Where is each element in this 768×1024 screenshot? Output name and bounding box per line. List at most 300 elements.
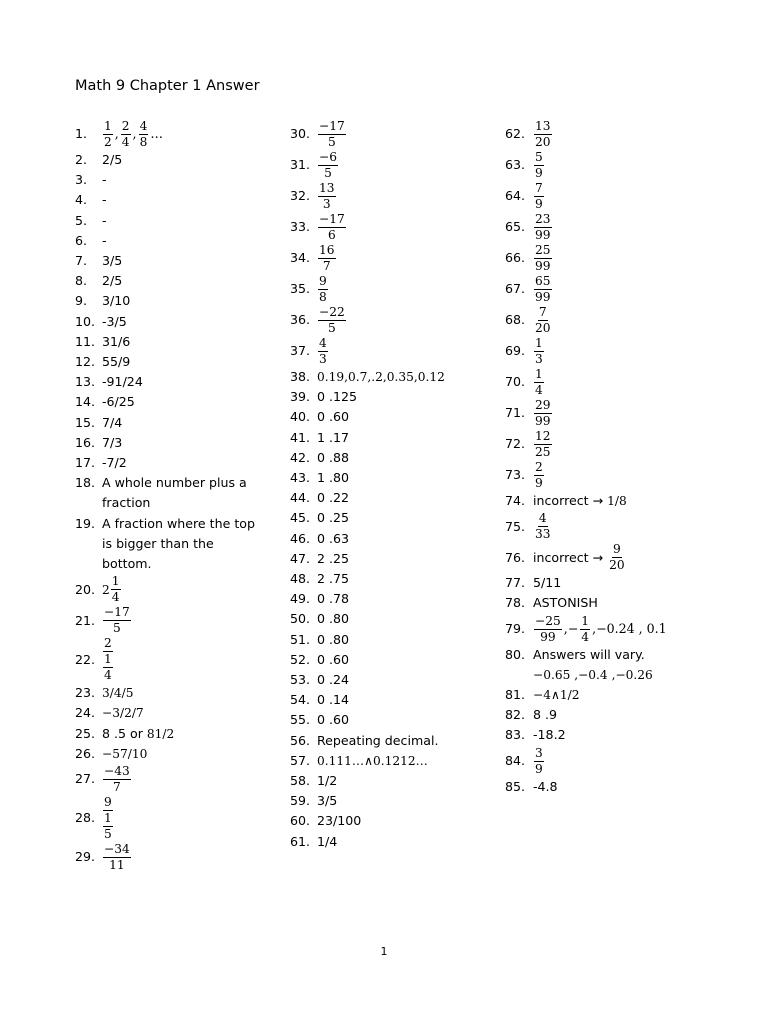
item-answer (102, 190, 263, 210)
item-answer (317, 751, 480, 771)
item-answer (533, 150, 693, 181)
item-number: 29. (75, 849, 96, 865)
answer-item (505, 614, 693, 645)
fraction-denominator: 6 (327, 228, 336, 242)
item-answer (317, 670, 480, 690)
answer-item (75, 842, 263, 873)
item-answer (317, 336, 480, 367)
item-answer (102, 574, 263, 605)
item-number: 22. (75, 651, 96, 667)
item-answer (102, 605, 263, 636)
item-number: 80. (505, 646, 526, 662)
item-number: 59. (290, 793, 311, 809)
answer-text: 3/5 (317, 793, 338, 809)
item-number: 41. (290, 429, 311, 445)
item-number: 45. (290, 510, 311, 526)
item-answer (317, 650, 480, 670)
answer-item (290, 731, 480, 751)
answer-text: 1 .80 (317, 470, 350, 486)
item-answer (102, 291, 263, 311)
item-answer (317, 771, 480, 791)
item-number: 2. (75, 152, 88, 167)
answer-text: 2 .75 (317, 571, 350, 587)
item-number: 50. (290, 611, 311, 627)
item-number: 17. (75, 455, 96, 471)
item-number: 8. (75, 273, 88, 289)
item-answer (317, 630, 480, 650)
fraction (534, 460, 544, 491)
answer-item (505, 367, 693, 398)
answer-line: Answers will vary. (533, 646, 645, 662)
item-number: 82. (505, 707, 526, 723)
answer-item (290, 305, 480, 336)
item-number: 76. (505, 549, 526, 565)
item-number: 9. (75, 293, 88, 309)
answer-line: −0.65 ,−0.4 ,−0.26 (533, 667, 653, 682)
answer-math: 3/4/5 (102, 686, 134, 701)
ellipsis: … (150, 126, 163, 142)
item-number: 36. (290, 312, 311, 328)
item-answer (317, 367, 480, 387)
fraction (103, 842, 131, 873)
answer-item (75, 514, 263, 575)
answer-item (75, 433, 263, 453)
answer-item (290, 811, 480, 831)
item-number: 70. (505, 374, 526, 390)
fraction-numerator: 7 (538, 305, 547, 319)
answer-item (290, 630, 480, 650)
fraction-numerator: 3 (535, 745, 543, 760)
answer-item (75, 473, 263, 513)
item-answer (102, 271, 263, 291)
answer-item (290, 569, 480, 589)
fraction-denominator: 99 (535, 414, 551, 428)
answer-item (505, 705, 693, 725)
fraction-denominator: 9 (535, 761, 543, 776)
item-answer (317, 589, 480, 609)
item-answer (317, 448, 480, 468)
item-answer (533, 274, 693, 305)
answer-item (290, 589, 480, 609)
fraction-numerator: 1 (104, 119, 112, 133)
answer-item (75, 352, 263, 372)
fraction (534, 305, 552, 336)
answer-text: 0 .63 (317, 530, 350, 546)
item-answer (102, 231, 263, 251)
answer-text: 0 .25 (317, 510, 350, 526)
item-answer (317, 181, 480, 212)
item-number: 33. (290, 219, 311, 235)
answer-text: 31/6 (102, 333, 131, 349)
answer-math: −4∧1/2 (533, 688, 580, 703)
answer-item (290, 387, 480, 407)
stack-bottom: 4 (104, 668, 112, 683)
item-number: 44. (290, 490, 311, 506)
fraction-numerator: 29 (535, 398, 551, 412)
answer-text: 0 .22 (317, 490, 350, 506)
stack-top: 9 (104, 795, 112, 810)
item-answer (533, 573, 693, 593)
item-number: 53. (290, 672, 311, 688)
item-number: 4. (75, 192, 88, 208)
answer-text: 1/2 (317, 773, 338, 789)
fraction (534, 150, 544, 181)
answer-text: - (102, 232, 107, 248)
answer-item (75, 795, 263, 842)
answer-item (505, 119, 693, 150)
fraction (534, 367, 544, 398)
item-number: 73. (505, 467, 526, 483)
answer-text: 8 .9 (533, 707, 558, 723)
item-number: 84. (505, 753, 526, 769)
fraction (534, 181, 544, 212)
fraction-denominator: 5 (327, 135, 336, 149)
fraction (318, 212, 346, 243)
fraction-numerator: 25 (535, 243, 551, 257)
fraction-numerator: 13 (319, 181, 335, 195)
answer-column-3 (505, 119, 693, 797)
fraction-denominator: 25 (535, 445, 551, 459)
answer-text: -18.2 (533, 727, 566, 743)
answer-item (290, 367, 480, 387)
answer-text: - (102, 192, 107, 208)
fraction (534, 119, 552, 150)
answer-text: 2 .25 (317, 550, 350, 566)
fraction (534, 429, 552, 460)
item-answer (102, 119, 263, 150)
item-answer (102, 453, 263, 473)
separator: , (114, 126, 119, 142)
answer-item (290, 650, 480, 670)
answer-item (75, 119, 263, 150)
item-answer (102, 251, 263, 271)
item-answer (317, 387, 480, 407)
answer-item (75, 231, 263, 251)
fraction-numerator: −17 (104, 605, 130, 620)
stack-middle: 1 (104, 811, 112, 826)
item-number: 85. (505, 778, 526, 794)
fraction-numerator: 1 (535, 336, 543, 350)
answer-item (75, 764, 263, 795)
fraction-denominator: 4 (111, 590, 120, 605)
answer-column-2 (290, 119, 480, 852)
answer-item (75, 724, 263, 744)
answer-item (75, 211, 263, 231)
item-number: 72. (505, 436, 526, 452)
item-number: 42. (290, 449, 311, 465)
page-number: 1 (380, 945, 388, 958)
fraction-numerator: 1 (535, 367, 543, 381)
item-answer (102, 332, 263, 352)
fraction (318, 119, 346, 150)
item-number: 18. (75, 475, 96, 491)
fraction (318, 305, 346, 336)
answer-item (75, 683, 263, 703)
fraction (534, 274, 552, 305)
item-number: 3. (75, 172, 88, 188)
item-number: 57. (290, 752, 311, 768)
answer-item (290, 407, 480, 427)
answer-item (75, 453, 263, 473)
item-number: 7. (75, 253, 88, 269)
answer-item (75, 150, 263, 170)
item-answer (102, 372, 263, 392)
stack-bottom: 5 (104, 827, 112, 842)
item-number: 47. (290, 550, 311, 566)
answer-item (505, 274, 693, 305)
item-answer (317, 609, 480, 629)
fraction-numerator: −25 (535, 613, 561, 628)
item-answer (533, 181, 693, 212)
item-number: 61. (290, 833, 311, 849)
item-answer (533, 398, 693, 429)
item-number: 16. (75, 434, 96, 450)
answer-text: -7/2 (102, 455, 127, 471)
answer-text: - (102, 172, 107, 188)
item-answer (533, 429, 693, 460)
item-answer (533, 645, 693, 685)
answer-line: fraction (102, 495, 151, 511)
fraction (534, 243, 552, 274)
answer-item (505, 511, 693, 542)
fraction-numerator: 9 (613, 542, 621, 557)
item-answer (533, 614, 693, 645)
item-answer (102, 724, 263, 744)
answer-math: 81/2 (146, 726, 175, 741)
answer-text: 5/11 (533, 575, 562, 591)
answer-item (75, 312, 263, 332)
item-answer (102, 514, 263, 575)
fraction-numerator: 2 (535, 460, 543, 474)
item-number: 79. (505, 621, 526, 636)
fraction-denominator: 99 (535, 259, 551, 273)
item-number: 39. (290, 389, 311, 405)
item-number: 71. (505, 405, 526, 421)
item-answer (102, 312, 263, 332)
fraction (139, 119, 149, 150)
fraction-denominator: 7 (322, 259, 331, 273)
item-number: 12. (75, 354, 96, 370)
item-answer (317, 212, 480, 243)
item-answer (317, 243, 480, 274)
item-answer (533, 336, 693, 367)
answer-text: 0 .125 (317, 389, 358, 405)
answer-item (290, 243, 480, 274)
item-number: 15. (75, 414, 96, 430)
answer-item (75, 605, 263, 636)
item-number: 38. (290, 369, 311, 384)
fraction (534, 614, 562, 645)
answer-item (75, 170, 263, 190)
item-answer (102, 636, 263, 683)
fraction (318, 243, 336, 274)
item-answer (533, 705, 693, 725)
answer-line: A whole number plus a (102, 475, 247, 491)
item-answer (533, 542, 693, 573)
item-answer (317, 407, 480, 427)
answer-item (505, 429, 693, 460)
fraction-denominator: 9 (535, 197, 543, 211)
fraction (318, 150, 338, 181)
answer-text: - (102, 212, 107, 228)
fraction-denominator: 8 (319, 290, 327, 304)
item-answer (533, 511, 693, 542)
answer-text: 1/4 (317, 833, 338, 849)
item-answer (533, 212, 693, 243)
answer-text: 0 .80 (317, 631, 350, 647)
item-number: 24. (75, 705, 96, 721)
answer-math: −3/2/7 (102, 706, 144, 721)
item-number: 20. (75, 581, 96, 597)
answer-item (75, 574, 263, 605)
fraction-numerator: 9 (319, 274, 327, 288)
fraction (103, 764, 131, 795)
item-number: 10. (75, 313, 96, 329)
item-answer (317, 150, 480, 181)
item-answer (102, 150, 263, 170)
answer-item (505, 491, 693, 511)
answer-math: −57/10 (102, 746, 148, 761)
answer-math: 0.19,0.7,.2,0.35,0.12 (317, 370, 445, 384)
answer-text: 55/9 (102, 354, 131, 370)
answer-text: 7/3 (102, 434, 123, 450)
answer-item (505, 542, 693, 573)
answer-column-1 (75, 119, 263, 873)
fraction-denominator: 3 (319, 352, 327, 366)
answer-text: ASTONISH (533, 595, 598, 611)
fraction (534, 746, 544, 777)
page-title: Math 9 Chapter 1 Answer (75, 78, 260, 94)
item-answer (317, 274, 480, 305)
answer-item (290, 832, 480, 852)
fraction-denominator: 4 (121, 135, 130, 149)
answer-item (505, 573, 693, 593)
answer-item (290, 468, 480, 488)
fraction-numerator: 16 (319, 243, 335, 257)
item-number: 63. (505, 157, 526, 173)
item-number: 68. (505, 312, 526, 328)
decimal-list: ,−0.24 , 0.1 (592, 621, 667, 636)
fraction-denominator: 9 (535, 166, 543, 180)
item-number: 13. (75, 374, 96, 390)
stacked-fraction (103, 795, 113, 842)
item-number: 11. (75, 333, 96, 349)
item-number: 6. (75, 232, 88, 248)
item-answer (317, 468, 480, 488)
item-number: 74. (505, 493, 526, 508)
fraction (534, 212, 552, 243)
fraction-numerator: −17 (319, 212, 345, 226)
answer-item (75, 190, 263, 210)
item-answer (317, 731, 480, 751)
fraction-denominator: 5 (324, 166, 332, 180)
answer-item (505, 746, 693, 777)
item-answer (317, 710, 480, 730)
fraction (580, 614, 590, 645)
answer-line: is bigger than the (102, 535, 214, 551)
fraction-numerator: −22 (319, 305, 345, 319)
answer-item (505, 777, 693, 797)
stack-middle: 1 (104, 652, 112, 667)
answer-text: 7/4 (102, 414, 123, 430)
answer-item (505, 460, 693, 491)
answer-item (505, 150, 693, 181)
answer-text: 2/5 (102, 152, 123, 167)
answer-math: 0.111…∧0.1212… (317, 753, 428, 768)
answer-text: 8 .5 or (102, 725, 147, 741)
fraction-numerator: −43 (104, 764, 130, 779)
item-number: 28. (75, 810, 96, 826)
fraction (534, 398, 552, 429)
fraction (534, 336, 544, 367)
answer-item (290, 119, 480, 150)
fraction-numerator: 65 (535, 274, 551, 288)
answer-item (75, 636, 263, 683)
fraction-denominator: 20 (535, 321, 551, 335)
answer-item (290, 428, 480, 448)
answer-item (290, 710, 480, 730)
answer-item (75, 744, 263, 764)
answer-text: 0 .60 (317, 712, 350, 728)
item-answer (533, 243, 693, 274)
answer-item (75, 291, 263, 311)
item-number: 58. (290, 773, 311, 789)
item-answer (102, 170, 263, 190)
fraction-denominator: 8 (139, 135, 148, 149)
fraction-denominator: 5 (327, 321, 336, 335)
item-number: 65. (505, 219, 526, 235)
fraction (121, 119, 131, 150)
answer-item (505, 725, 693, 745)
item-number: 66. (505, 250, 526, 266)
answer-item (75, 372, 263, 392)
fraction-denominator: 5 (112, 621, 121, 636)
item-number: 23. (75, 685, 96, 701)
fraction-numerator: 4 (538, 511, 547, 526)
item-number: 35. (290, 281, 311, 297)
answer-item (290, 791, 480, 811)
item-number: 43. (290, 470, 311, 486)
item-answer (102, 795, 263, 842)
item-number: 40. (290, 409, 311, 425)
answer-item (290, 609, 480, 629)
fraction-denominator: 99 (535, 228, 551, 242)
whole-number: 2 (102, 582, 110, 597)
fraction-numerator: 4 (139, 119, 148, 133)
fraction-denominator: 4 (581, 629, 590, 644)
item-number: 55. (290, 712, 311, 728)
fraction-denominator: 20 (609, 558, 625, 573)
item-answer (102, 744, 263, 764)
item-answer (317, 791, 480, 811)
fraction-numerator: 1 (581, 613, 590, 628)
item-answer (317, 508, 480, 528)
answer-line: A fraction where the top (102, 515, 255, 531)
item-number: 27. (75, 771, 96, 787)
item-number: 52. (290, 651, 311, 667)
fraction-numerator: 5 (535, 150, 543, 164)
item-answer (317, 569, 480, 589)
fraction-numerator: 7 (535, 181, 543, 195)
item-answer (317, 529, 480, 549)
fraction (534, 511, 552, 542)
answer-item (505, 181, 693, 212)
fraction (103, 605, 131, 636)
fraction-denominator: 11 (109, 858, 125, 873)
item-answer (102, 211, 263, 231)
item-answer (533, 685, 693, 705)
answer-item (290, 690, 480, 710)
